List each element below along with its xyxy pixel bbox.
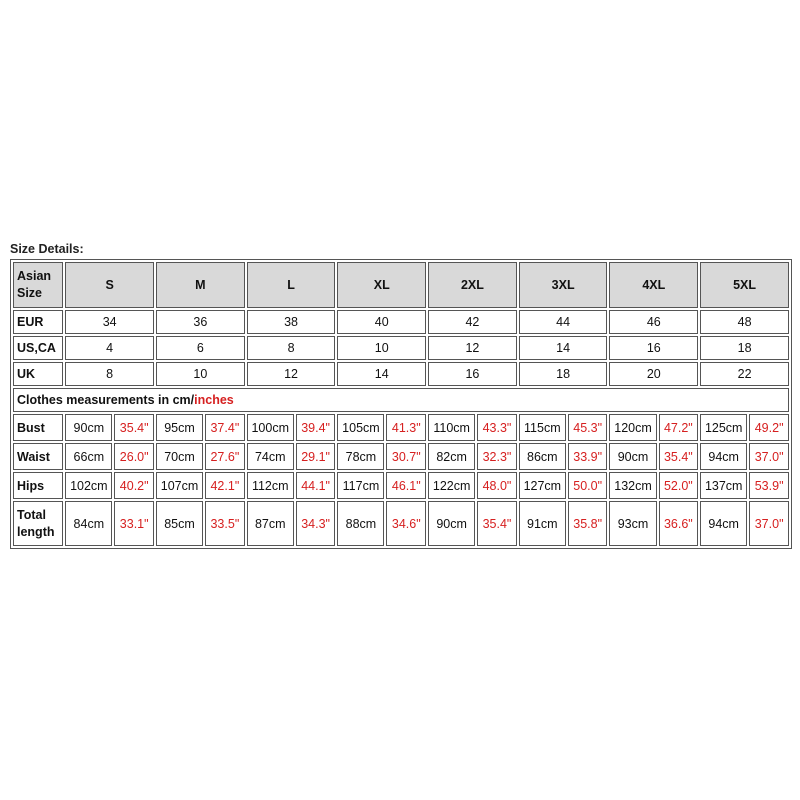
cm-value: 78cm	[337, 443, 384, 470]
inch-value: 52.0"	[659, 472, 699, 499]
cm-value: 84cm	[65, 501, 112, 546]
cm-value: 112cm	[247, 472, 294, 499]
inch-value: 26.0"	[114, 443, 154, 470]
inch-value: 33.9"	[568, 443, 608, 470]
cm-value: 90cm	[428, 501, 475, 546]
conversion-value: 10	[156, 362, 245, 386]
conversion-row-eur	[13, 310, 789, 334]
cm-value: 122cm	[428, 472, 475, 499]
size-header-5xl: 5XL	[700, 262, 789, 308]
inch-value: 32.3"	[477, 443, 517, 470]
conversion-value: 10	[337, 336, 426, 360]
cm-value: 94cm	[700, 501, 747, 546]
cm-value: 132cm	[609, 472, 656, 499]
conversion-value: 48	[700, 310, 789, 334]
measurement-row-hips	[13, 472, 789, 499]
inch-value: 47.2"	[659, 414, 699, 441]
inch-value: 41.3"	[386, 414, 426, 441]
conversion-value: 12	[247, 362, 336, 386]
conversion-value: 42	[428, 310, 517, 334]
conversion-value: 14	[337, 362, 426, 386]
conversion-value: 12	[428, 336, 517, 360]
inch-value: 49.2"	[749, 414, 789, 441]
inch-value: 29.1"	[296, 443, 336, 470]
conversion-row-uk	[13, 362, 789, 386]
header-row	[13, 262, 789, 308]
size-chart	[10, 240, 792, 549]
asian-size-label: Asian Size	[13, 262, 63, 308]
cm-value: 120cm	[609, 414, 656, 441]
cm-value: 91cm	[519, 501, 566, 546]
conversion-value: 44	[519, 310, 608, 334]
row-label: Waist	[13, 443, 63, 470]
inch-value: 37.4"	[205, 414, 245, 441]
conversion-value: 14	[519, 336, 608, 360]
inch-value: 30.7"	[386, 443, 426, 470]
inch-value: 50.0"	[568, 472, 608, 499]
measurements-heading	[13, 388, 789, 412]
cm-value: 107cm	[156, 472, 203, 499]
row-label: EUR	[13, 310, 63, 334]
measurement-row-total-length	[13, 501, 789, 546]
row-label: Hips	[13, 472, 63, 499]
size-header-l: L	[247, 262, 336, 308]
cm-value: 82cm	[428, 443, 475, 470]
measurements-section-row	[13, 388, 789, 412]
cm-value: 86cm	[519, 443, 566, 470]
cm-value: 127cm	[519, 472, 566, 499]
cm-value: 94cm	[700, 443, 747, 470]
cm-value: 95cm	[156, 414, 203, 441]
inches-highlight: inches	[194, 393, 234, 407]
inch-value: 40.2"	[114, 472, 154, 499]
inch-value: 33.1"	[114, 501, 154, 546]
cm-value: 100cm	[247, 414, 294, 441]
size-header-3xl: 3XL	[519, 262, 608, 308]
row-label: Total length	[13, 501, 63, 546]
cm-value: 110cm	[428, 414, 475, 441]
inch-value: 34.6"	[386, 501, 426, 546]
conversion-row-us-ca	[13, 336, 789, 360]
cm-value: 102cm	[65, 472, 112, 499]
inch-value: 43.3"	[477, 414, 517, 441]
row-label: US,CA	[13, 336, 63, 360]
cm-value: 137cm	[700, 472, 747, 499]
inch-value: 48.0"	[477, 472, 517, 499]
inch-value: 44.1"	[296, 472, 336, 499]
inch-value: 42.1"	[205, 472, 245, 499]
inch-value: 35.8"	[568, 501, 608, 546]
inch-value: 37.0"	[749, 501, 789, 546]
cm-value: 66cm	[65, 443, 112, 470]
conversion-value: 46	[609, 310, 698, 334]
conversion-value: 20	[609, 362, 698, 386]
conversion-value: 36	[156, 310, 245, 334]
conversion-value: 8	[247, 336, 336, 360]
cm-value: 90cm	[65, 414, 112, 441]
conversion-value: 40	[337, 310, 426, 334]
size-details-caption: Size Details:	[10, 242, 84, 256]
inch-value: 33.5"	[205, 501, 245, 546]
cm-value: 115cm	[519, 414, 566, 441]
size-header-s: S	[65, 262, 154, 308]
inch-value: 35.4"	[659, 443, 699, 470]
cm-value: 93cm	[609, 501, 656, 546]
cm-value: 87cm	[247, 501, 294, 546]
conversion-value: 18	[519, 362, 608, 386]
conversion-value: 18	[700, 336, 789, 360]
inch-value: 53.9"	[749, 472, 789, 499]
inch-value: 27.6"	[205, 443, 245, 470]
cm-value: 70cm	[156, 443, 203, 470]
inch-value: 34.3"	[296, 501, 336, 546]
inch-value: 46.1"	[386, 472, 426, 499]
inch-value: 37.0"	[749, 443, 789, 470]
inch-value: 35.4"	[114, 414, 154, 441]
cm-value: 105cm	[337, 414, 384, 441]
cm-value: 117cm	[337, 472, 384, 499]
size-header-4xl: 4XL	[609, 262, 698, 308]
cm-value: 74cm	[247, 443, 294, 470]
inch-value: 35.4"	[477, 501, 517, 546]
cm-value: 85cm	[156, 501, 203, 546]
conversion-value: 38	[247, 310, 336, 334]
conversion-value: 22	[700, 362, 789, 386]
conversion-value: 4	[65, 336, 154, 360]
size-table	[10, 259, 792, 549]
inch-value: 39.4"	[296, 414, 336, 441]
conversion-value: 34	[65, 310, 154, 334]
measurement-row-bust	[13, 414, 789, 441]
cm-value: 125cm	[700, 414, 747, 441]
conversion-value: 16	[609, 336, 698, 360]
cm-value: 88cm	[337, 501, 384, 546]
measurement-row-waist	[13, 443, 789, 470]
row-label: UK	[13, 362, 63, 386]
measurements-heading-text: Clothes measurements in cm/	[17, 393, 195, 407]
size-header-xl: XL	[337, 262, 426, 308]
conversion-value: 6	[156, 336, 245, 360]
inch-value: 45.3"	[568, 414, 608, 441]
conversion-value: 8	[65, 362, 154, 386]
row-label: Bust	[13, 414, 63, 441]
conversion-value: 16	[428, 362, 517, 386]
size-header-m: M	[156, 262, 245, 308]
inch-value: 36.6"	[659, 501, 699, 546]
size-header-2xl: 2XL	[428, 262, 517, 308]
cm-value: 90cm	[609, 443, 656, 470]
